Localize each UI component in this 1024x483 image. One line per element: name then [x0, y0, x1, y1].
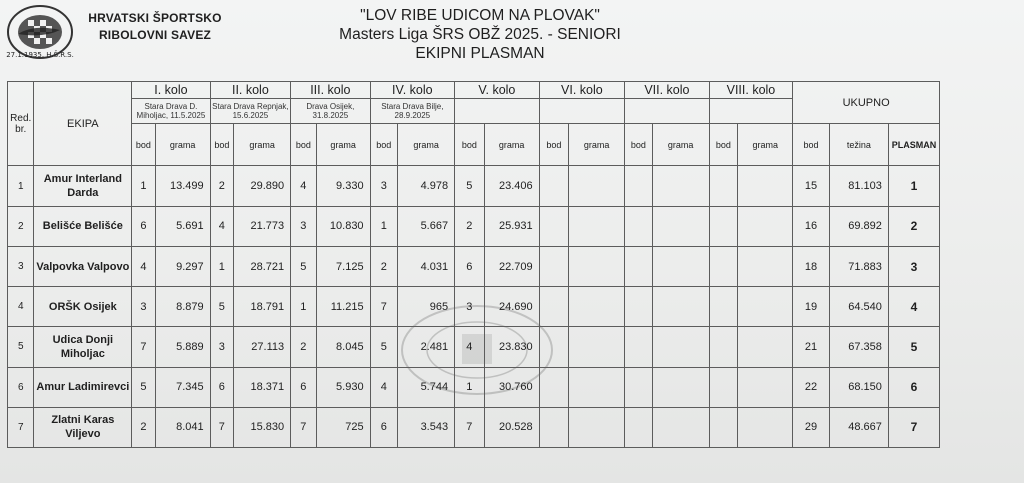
round-points-empty — [539, 407, 569, 447]
total-weight: 71.883 — [829, 246, 888, 286]
round-grams: 5.930 — [316, 367, 370, 407]
round-1-header: I. kolo — [132, 82, 210, 99]
table-row — [8, 327, 940, 367]
round-points: 6 — [132, 206, 155, 246]
round-grams-empty — [738, 327, 793, 367]
round-grams: 5.691 — [155, 206, 210, 246]
round-grams-empty — [569, 287, 625, 327]
round-grams: 8.879 — [155, 287, 210, 327]
results-table — [7, 81, 940, 448]
round-points: 7 — [291, 407, 316, 447]
sub-bod: bod — [625, 124, 652, 166]
col-header-redbr: Red. br. — [8, 82, 34, 166]
round-grams-empty — [738, 246, 793, 286]
round-grams: 5.667 — [398, 206, 455, 246]
round-grams: 11.215 — [316, 287, 370, 327]
round-grams: 7.345 — [155, 367, 210, 407]
round-6-header: VI. kolo — [539, 82, 625, 99]
round-points: 6 — [455, 246, 485, 286]
round-grams: 13.499 — [155, 166, 210, 206]
round-1-location: Stara Drava D. Miholjac, 11.5.2025 — [132, 99, 210, 124]
document-title — [300, 6, 660, 63]
table-row — [8, 367, 940, 407]
title-line-2: Masters Liga ŠRS OBŽ 2025. - SENIORI — [339, 26, 621, 43]
round-grams-empty — [738, 407, 793, 447]
round-grams: 9.330 — [316, 166, 370, 206]
placement: 2 — [888, 206, 939, 246]
total-weight: 69.892 — [829, 206, 888, 246]
round-points-empty — [539, 367, 569, 407]
sub-total-plasman: PLASMAN — [888, 124, 939, 166]
round-points: 2 — [291, 327, 316, 367]
round-grams: 20.528 — [484, 407, 539, 447]
org-line-2: RIBOLOVNI SAVEZ — [98, 28, 212, 42]
round-points: 5 — [210, 287, 233, 327]
round-grams: 22.709 — [484, 246, 539, 286]
round-points-empty — [709, 206, 738, 246]
round-4-header: IV. kolo — [370, 82, 455, 99]
round-points: 3 — [210, 327, 233, 367]
round-points: 7 — [370, 287, 397, 327]
placement: 3 — [888, 246, 939, 286]
team-name: Amur Ladimirevci — [34, 367, 132, 407]
round-grams: 10.830 — [316, 206, 370, 246]
round-grams: 24.690 — [484, 287, 539, 327]
federation-logo — [4, 2, 74, 60]
total-points: 19 — [793, 287, 830, 327]
round-points: 4 — [370, 367, 397, 407]
round-grams: 3.543 — [398, 407, 455, 447]
round-grams-empty — [652, 407, 709, 447]
round-points-empty — [625, 367, 652, 407]
sub-grama: grama — [234, 124, 291, 166]
sub-total-bod: bod — [793, 124, 830, 166]
row-number: 6 — [8, 367, 34, 407]
round-points-empty — [709, 287, 738, 327]
round-grams: 965 — [398, 287, 455, 327]
round-points: 5 — [132, 367, 155, 407]
round-points: 2 — [455, 206, 485, 246]
total-weight: 64.540 — [829, 287, 888, 327]
total-points: 18 — [793, 246, 830, 286]
round-grams: 7.125 — [316, 246, 370, 286]
round-grams-empty — [652, 287, 709, 327]
row-number: 7 — [8, 407, 34, 447]
sub-bod: bod — [709, 124, 738, 166]
round-5-location — [455, 99, 540, 124]
round-points: 2 — [370, 246, 397, 286]
placement: 1 — [888, 166, 939, 206]
round-points: 1 — [132, 166, 155, 206]
round-grams: 5.889 — [155, 327, 210, 367]
round-grams-empty — [652, 367, 709, 407]
round-grams: 8.045 — [316, 327, 370, 367]
round-grams: 725 — [316, 407, 370, 447]
round-points: 5 — [291, 246, 316, 286]
team-name: Zlatni Karas Viljevo — [34, 407, 132, 447]
round-points: 4 — [455, 327, 485, 367]
total-weight: 48.667 — [829, 407, 888, 447]
round-points-empty — [709, 166, 738, 206]
sub-bod: bod — [132, 124, 155, 166]
team-name: Belišće Belišće — [34, 206, 132, 246]
sub-grama: grama — [738, 124, 793, 166]
table-row — [8, 246, 940, 286]
round-points: 4 — [291, 166, 316, 206]
round-grams: 30.760 — [484, 367, 539, 407]
team-name: Amur Interland Darda — [34, 166, 132, 206]
total-points: 16 — [793, 206, 830, 246]
total-weight: 68.150 — [829, 367, 888, 407]
sub-bod: bod — [370, 124, 397, 166]
round-points-empty — [539, 287, 569, 327]
placement: 6 — [888, 367, 939, 407]
round-points-empty — [625, 166, 652, 206]
round-points: 1 — [210, 246, 233, 286]
round-grams-empty — [652, 246, 709, 286]
round-points: 3 — [132, 287, 155, 327]
round-points: 7 — [455, 407, 485, 447]
round-grams-empty — [738, 166, 793, 206]
round-points: 7 — [210, 407, 233, 447]
total-weight: 67.358 — [829, 327, 888, 367]
team-name: Valpovka Valpovo — [34, 246, 132, 286]
round-points: 7 — [132, 327, 155, 367]
table-row — [8, 206, 940, 246]
round-points-empty — [625, 246, 652, 286]
round-points: 1 — [370, 206, 397, 246]
table-row — [8, 287, 940, 327]
round-points: 6 — [370, 407, 397, 447]
round-points: 2 — [210, 166, 233, 206]
round-points-empty — [625, 206, 652, 246]
round-grams: 5.744 — [398, 367, 455, 407]
round-7-location — [625, 99, 710, 124]
round-grams: 18.371 — [234, 367, 291, 407]
round-grams: 15.830 — [234, 407, 291, 447]
round-points: 4 — [210, 206, 233, 246]
sub-bod: bod — [455, 124, 485, 166]
round-3-header: III. kolo — [291, 82, 370, 99]
table-row — [8, 407, 940, 447]
round-points-empty — [625, 287, 652, 327]
round-grams-empty — [569, 327, 625, 367]
round-points-empty — [539, 166, 569, 206]
organization-name — [80, 10, 230, 44]
round-points: 5 — [455, 166, 485, 206]
round-points-empty — [709, 407, 738, 447]
round-grams-empty — [738, 206, 793, 246]
round-points: 3 — [291, 206, 316, 246]
sub-grama: grama — [316, 124, 370, 166]
round-points: 1 — [291, 287, 316, 327]
header-row-rounds — [8, 82, 940, 99]
sub-grama: grama — [569, 124, 625, 166]
row-number: 5 — [8, 327, 34, 367]
placement: 7 — [888, 407, 939, 447]
team-name: Udica Donji Miholjac — [34, 327, 132, 367]
team-name: ORŠK Osijek — [34, 287, 132, 327]
round-grams-empty — [569, 246, 625, 286]
round-grams-empty — [652, 327, 709, 367]
row-number: 2 — [8, 206, 34, 246]
round-points-empty — [625, 407, 652, 447]
round-points: 2 — [132, 407, 155, 447]
table-body — [8, 166, 940, 448]
round-points: 5 — [370, 327, 397, 367]
round-grams-empty — [652, 166, 709, 206]
sub-grama: grama — [484, 124, 539, 166]
round-grams-empty — [738, 367, 793, 407]
round-8-header: VIII. kolo — [709, 82, 793, 99]
round-points-empty — [625, 327, 652, 367]
round-points-empty — [709, 367, 738, 407]
sub-total-tezina: težina — [829, 124, 888, 166]
round-points-empty — [709, 246, 738, 286]
round-points: 4 — [132, 246, 155, 286]
round-grams: 28.721 — [234, 246, 291, 286]
placement: 5 — [888, 327, 939, 367]
round-grams: 25.931 — [484, 206, 539, 246]
sub-bod: bod — [210, 124, 233, 166]
logo-text: 27.1.1935. H.Š.R.S. — [6, 51, 74, 59]
table-row — [8, 166, 940, 206]
row-number: 4 — [8, 287, 34, 327]
row-number: 3 — [8, 246, 34, 286]
placement: 4 — [888, 287, 939, 327]
round-grams: 29.890 — [234, 166, 291, 206]
round-4-location: Stara Drava Bilje, 28.9.2025 — [370, 99, 455, 124]
round-grams: 23.830 — [484, 327, 539, 367]
round-grams-empty — [738, 287, 793, 327]
round-grams: 9.297 — [155, 246, 210, 286]
round-grams: 23.406 — [484, 166, 539, 206]
total-points: 22 — [793, 367, 830, 407]
round-grams: 4.978 — [398, 166, 455, 206]
col-header-ekipa: EKIPA — [34, 82, 132, 166]
round-grams: 21.773 — [234, 206, 291, 246]
total-points: 29 — [793, 407, 830, 447]
round-grams-empty — [569, 407, 625, 447]
round-points-empty — [539, 327, 569, 367]
round-grams: 2.481 — [398, 327, 455, 367]
round-7-header: VII. kolo — [625, 82, 710, 99]
title-line-1: "LOV RIBE UDICOM NA PLOVAK" — [360, 7, 600, 24]
round-2-location: Stara Drava Repnjak, 15.6.2025 — [210, 99, 290, 124]
sub-bod: bod — [539, 124, 569, 166]
round-points: 3 — [455, 287, 485, 327]
round-points: 3 — [370, 166, 397, 206]
org-line-1: HRVATSKI ŠPORTSKO — [88, 11, 222, 25]
round-points-empty — [539, 206, 569, 246]
round-points: 6 — [291, 367, 316, 407]
round-grams-empty — [652, 206, 709, 246]
round-points: 1 — [455, 367, 485, 407]
round-grams: 27.113 — [234, 327, 291, 367]
total-points: 15 — [793, 166, 830, 206]
round-points: 6 — [210, 367, 233, 407]
sub-bod: bod — [291, 124, 316, 166]
sub-grama: grama — [652, 124, 709, 166]
sub-grama: grama — [155, 124, 210, 166]
header-row-subcolumns — [8, 124, 940, 166]
round-5-header: V. kolo — [455, 82, 540, 99]
col-header-ukupno: UKUPNO — [793, 82, 940, 124]
round-points-empty — [709, 327, 738, 367]
round-6-location — [539, 99, 625, 124]
total-weight: 81.103 — [829, 166, 888, 206]
total-points: 21 — [793, 327, 830, 367]
round-3-location: Drava Osijek, 31.8.2025 — [291, 99, 370, 124]
row-number: 1 — [8, 166, 34, 206]
round-grams: 4.031 — [398, 246, 455, 286]
round-grams: 8.041 — [155, 407, 210, 447]
round-grams-empty — [569, 206, 625, 246]
round-8-location — [709, 99, 793, 124]
round-grams: 18.791 — [234, 287, 291, 327]
round-grams-empty — [569, 166, 625, 206]
round-points-empty — [539, 246, 569, 286]
round-grams-empty — [569, 367, 625, 407]
sub-grama: grama — [398, 124, 455, 166]
title-line-3: EKIPNI PLASMAN — [415, 45, 545, 62]
round-2-header: II. kolo — [210, 82, 290, 99]
